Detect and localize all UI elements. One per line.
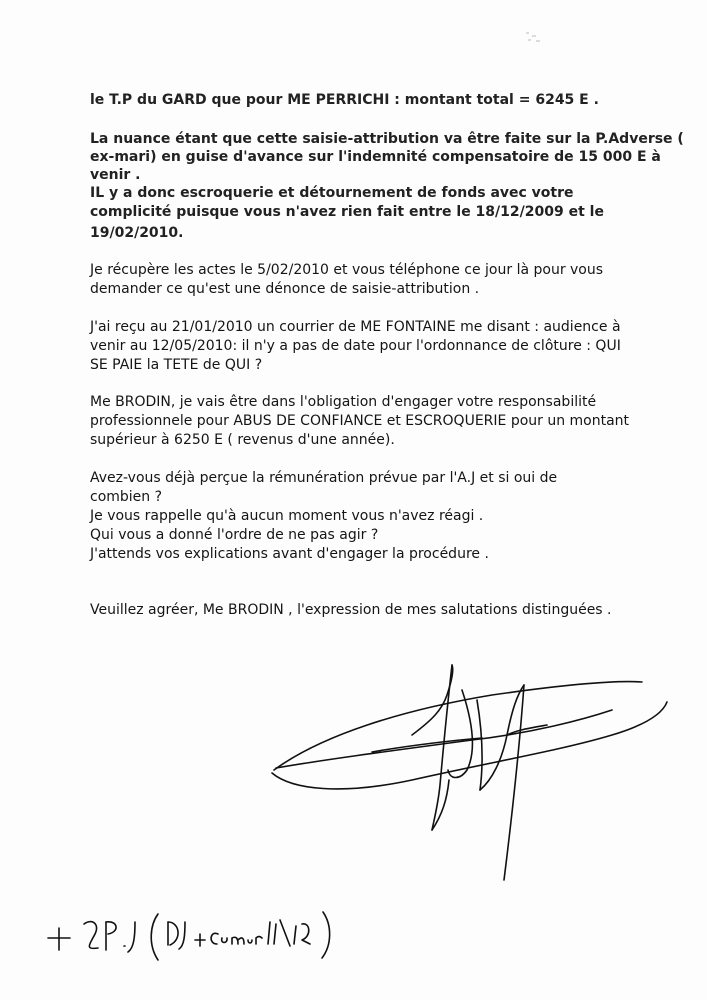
signature-icon bbox=[262, 640, 682, 890]
letter-line: IL y a donc escroquerie et détournement de fonds avec votre bbox=[90, 185, 574, 201]
handwritten-note-text bbox=[44, 910, 324, 960]
letter-line: professionnele pour ABUS DE CONFIANCE et ESCROQUERIE pour un montant bbox=[90, 413, 630, 429]
letter-line: complicité puisque vous n'avez rien fait entre le 18/12/2009 et le bbox=[90, 204, 604, 220]
letter-line: Je récupère les actes le 5/02/2010 et vous téléphone ce jour là pour vous bbox=[90, 262, 604, 278]
scan-speck-icon bbox=[524, 30, 542, 44]
letter-line: combien ? bbox=[90, 489, 163, 505]
letter-line: La nuance étant que cette saisie-attribution va être faite sur la P.Adverse ( bbox=[90, 131, 684, 147]
letter-line: SE PAIE la TETE de QUI ? bbox=[90, 357, 263, 373]
closing-line: Veuillez agréer, Me BRODIN , l'expression de mes salutations distinguées . bbox=[90, 602, 612, 618]
letter-line: supérieur à 6250 E ( revenus d'une année). bbox=[90, 432, 395, 448]
letter-line: Qui vous a donné l'ordre de ne pas agir ? bbox=[90, 527, 379, 543]
letter-line: 19/02/2010. bbox=[90, 225, 184, 241]
letter-line: J'ai reçu au 21/01/2010 un courrier de ME FONTAINE me disant : audience à bbox=[90, 319, 621, 335]
letter-line: Je vous rappelle qu'à aucun moment vous n'avez réagi . bbox=[90, 508, 484, 524]
letter-line: Avez-vous déjà perçue la rémunération prévue par l'A.J et si oui de bbox=[90, 470, 558, 486]
letter-line: le T.P du GARD que pour ME PERRICHI : montant total = 6245 E . bbox=[90, 92, 599, 108]
letter-line: ex-mari) en guise d'avance sur l'indemnité compensatoire de 15 000 E à bbox=[90, 149, 661, 165]
letter-line: Me BRODIN, je vais être dans l'obligation d'engager votre responsabilité bbox=[90, 394, 597, 410]
letter-line: demander ce qu'est une dénonce de saisie-attribution . bbox=[90, 281, 480, 297]
letter-line: venir . bbox=[90, 167, 141, 183]
letter-line: J'attends vos explications avant d'engager la procédure . bbox=[90, 546, 489, 562]
letter-line: venir au 12/05/2010: il n'y a pas de date pour l'ordonnance de clôture : QUI bbox=[90, 338, 621, 354]
